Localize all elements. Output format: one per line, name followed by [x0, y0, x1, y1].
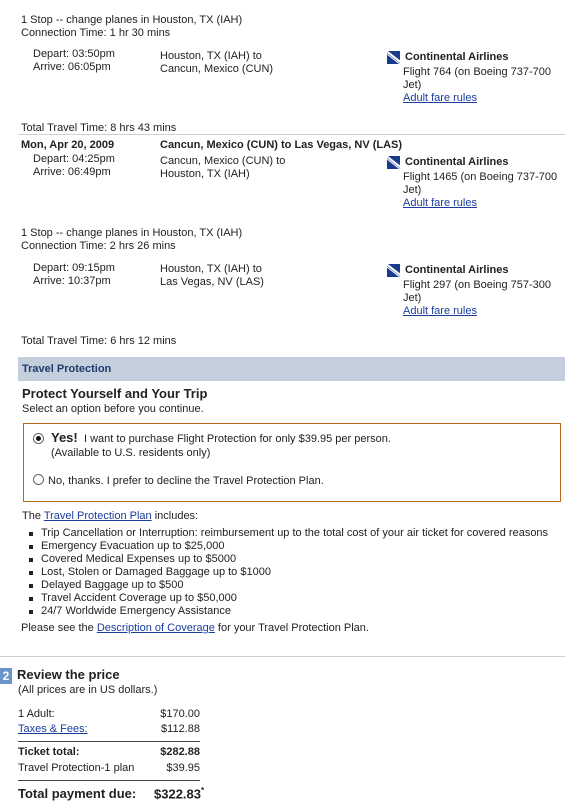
travel-protection-header [18, 357, 565, 381]
flight-info-aircraft: Jet) [403, 184, 422, 196]
bullet-icon [29, 597, 33, 601]
benefit-item: 24/7 Worldwide Emergency Assistance [41, 605, 231, 617]
benefit-item: Emergency Evacuation up to $25,000 [41, 540, 225, 552]
coverage-note: Please see the Description of Coverage for your Travel Protection Plan. [21, 622, 369, 634]
segment-from: Cancun, Mexico (CUN) to [160, 155, 286, 167]
price-row-adult [18, 708, 200, 722]
benefit-item: Covered Medical Expenses up to $5000 [41, 553, 237, 565]
benefit-item: Delayed Baggage up to $500 [41, 579, 184, 591]
segment-from: Houston, TX (IAH) to [160, 50, 262, 62]
leg-route-title: Cancun, Mexico (CUN) to Las Vegas, NV (LAS) [160, 139, 403, 151]
review-title: Review the price [17, 667, 120, 682]
currency-note: (All prices are in US dollars.) [18, 684, 158, 696]
total-due-value [154, 786, 204, 801]
airline-name: Continental Airlines [405, 51, 509, 63]
stop-info: 1 Stop -- change planes in Houston, TX (IAH) [21, 227, 243, 239]
protection-plan-price: $39.95 [166, 762, 200, 774]
protection-yes-radio[interactable] [33, 433, 44, 444]
fare-rules-link[interactable]: Adult fare rules [403, 197, 477, 209]
protection-heading: Protect Yourself and Your Trip [22, 386, 208, 401]
ticket-total-price: $282.88 [160, 746, 200, 758]
adult-price: $170.00 [160, 708, 200, 720]
continental-logo-icon [387, 156, 400, 169]
depart-time: Depart: 04:25pm [33, 153, 115, 165]
benefit-item: Lost, Stolen or Damaged Baggage up to $1000 [41, 566, 271, 578]
price-row-ticket-total [18, 746, 200, 760]
flight-info: Flight 1465 (on Boeing 737-700 [403, 171, 558, 183]
bullet-icon [29, 584, 33, 588]
total-due-amount: $322.83 [154, 786, 201, 802]
flight-info: Flight 297 (on Boeing 757-300 [403, 279, 551, 291]
arrive-time: Arrive: 10:37pm [33, 275, 111, 287]
depart-time: Depart: 09:15pm [33, 262, 115, 274]
price-row-protection [18, 762, 200, 776]
airline-name: Continental Airlines [405, 264, 509, 276]
continental-logo-icon [387, 51, 400, 64]
bullet-icon [29, 558, 33, 562]
adult-label: 1 Adult: [18, 708, 55, 720]
protection-no-radio[interactable] [33, 474, 44, 485]
total-travel-time: Total Travel Time: 6 hrs 12 mins [21, 335, 177, 347]
bullet-icon [29, 571, 33, 575]
subtotal-divider [18, 741, 200, 742]
taxes-price: $112.88 [161, 723, 200, 735]
segment-from: Houston, TX (IAH) to [160, 263, 262, 275]
flight-info-aircraft: Jet) [403, 79, 422, 91]
segment-to: Houston, TX (IAH) [160, 168, 250, 180]
ticket-total-label: Ticket total: [18, 746, 80, 758]
leg-date: Mon, Apr 20, 2009 [21, 139, 115, 151]
protection-instruction: Select an option before you continue. [22, 403, 204, 415]
fare-rules-link[interactable]: Adult fare rules [403, 92, 477, 104]
travel-protection-title: Travel Protection [22, 363, 112, 375]
benefit-item: Trip Cancellation or Interruption: reimbursement up to the total cost of your air ticket for covered reasons [41, 527, 549, 539]
connection-time: Connection Time: 1 hr 30 mins [21, 27, 171, 39]
total-due-label: Total payment due: [18, 786, 137, 801]
total-divider [18, 780, 200, 781]
plan-includes: The Travel Protection Plan includes: [22, 510, 199, 522]
total-due-asterisk: * [201, 786, 205, 795]
flight-info-aircraft: Jet) [403, 292, 422, 304]
arrive-time: Arrive: 06:49pm [33, 166, 111, 178]
flight-info: Flight 764 (on Boeing 737-700 [403, 66, 551, 78]
connection-time: Connection Time: 2 hrs 26 mins [21, 240, 176, 252]
airline-name: Continental Airlines [405, 156, 509, 168]
protection-yes-label[interactable]: Yes! [51, 430, 78, 445]
continental-logo-icon [387, 264, 400, 277]
bullet-icon [29, 610, 33, 614]
segment-to: Cancun, Mexico (CUN) [160, 63, 274, 75]
bullet-icon [29, 545, 33, 549]
depart-time: Depart: 03:50pm [33, 48, 115, 60]
travel-protection-plan-link[interactable]: Travel Protection Plan [43, 510, 152, 522]
step-number-badge: 2 [0, 668, 12, 684]
segment-to: Las Vegas, NV (LAS) [160, 276, 264, 288]
fare-rules-link[interactable]: Adult fare rules [403, 305, 477, 317]
stop-info: 1 Stop -- change planes in Houston, TX (IAH) [21, 14, 243, 26]
protection-yes-text[interactable]: I want to purchase Flight Protection for only $39.95 per person. [84, 433, 391, 445]
protection-no-label[interactable]: No, thanks. I prefer to decline the Travel Protection Plan. [48, 475, 324, 487]
divider [18, 134, 565, 135]
benefit-item: Travel Accident Coverage up to $50,000 [41, 592, 237, 604]
protection-plan-label: Travel Protection-1 plan [18, 762, 135, 774]
section-divider [0, 656, 565, 657]
arrive-time: Arrive: 06:05pm [33, 61, 111, 73]
price-row-taxes [18, 723, 200, 737]
protection-yes-note: (Available to U.S. residents only) [51, 447, 211, 459]
total-travel-time: Total Travel Time: 8 hrs 43 mins [21, 122, 177, 134]
bullet-icon [29, 532, 33, 536]
description-of-coverage-link[interactable]: Description of Coverage [96, 622, 215, 634]
taxes-fees-link[interactable]: Taxes & Fees: [18, 723, 88, 735]
